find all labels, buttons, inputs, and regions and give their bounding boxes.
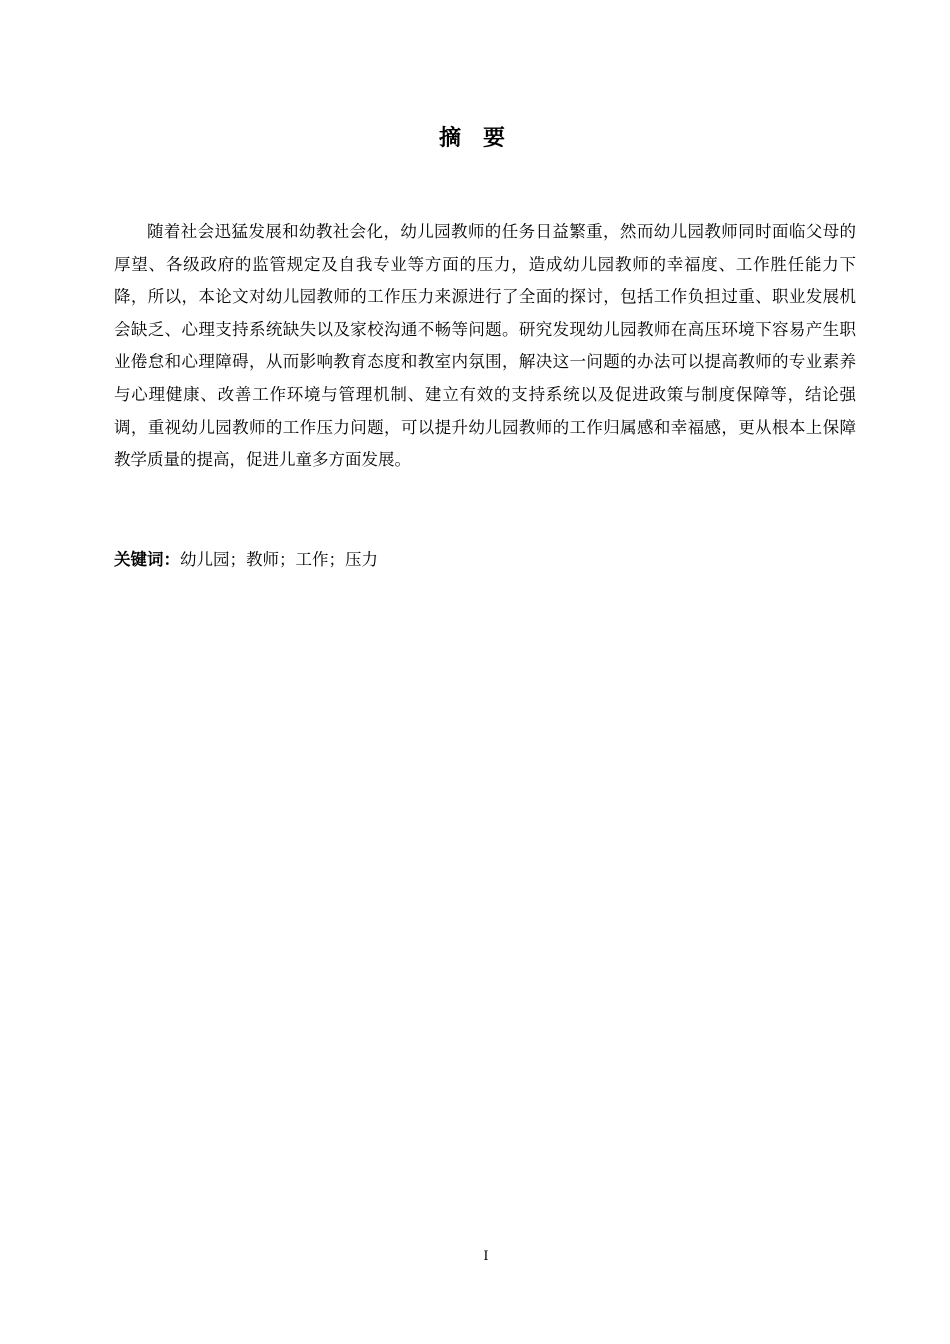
keywords-list: 幼儿园；教师；工作；压力 [180, 550, 378, 569]
keywords-label: 关键词： [114, 550, 180, 569]
page-title: 摘要 [438, 126, 527, 151]
keywords-line [114, 544, 856, 576]
abstract-paragraph: 随着社会迅猛发展和幼教社会化，幼儿园教师的任务日益繁重，然而幼儿园教师同时面临父母的厚望、各级政府的监管规定及自我专业等方面的压力，造成幼儿园教师的幸福度、工作胜任能力下降，所以，本论文对幼儿园教师的工作压力来源进行了全面的探讨，包括工作负担过重、职业发展机会缺乏、心理支持系统缺失以及家校沟通不畅等问题。研究发现幼儿园教师在高压环境下容易产生职业倦怠和心理障碍，从而影响教育态度和教室内氛围，解决这一问题的办法可以提高教师的专业素养与心理健康、改善工作环境与管理机制、建立有效的支持系统以及促进政策与制度保障等，结论强调，重视幼儿园教师的工作压力问题，可以提升幼儿园教师的工作归属感和幸福感，更从根本上保障教学质量的提高，促进儿童多方面发展。 [114, 222, 856, 470]
page-number: I [483, 1249, 489, 1264]
